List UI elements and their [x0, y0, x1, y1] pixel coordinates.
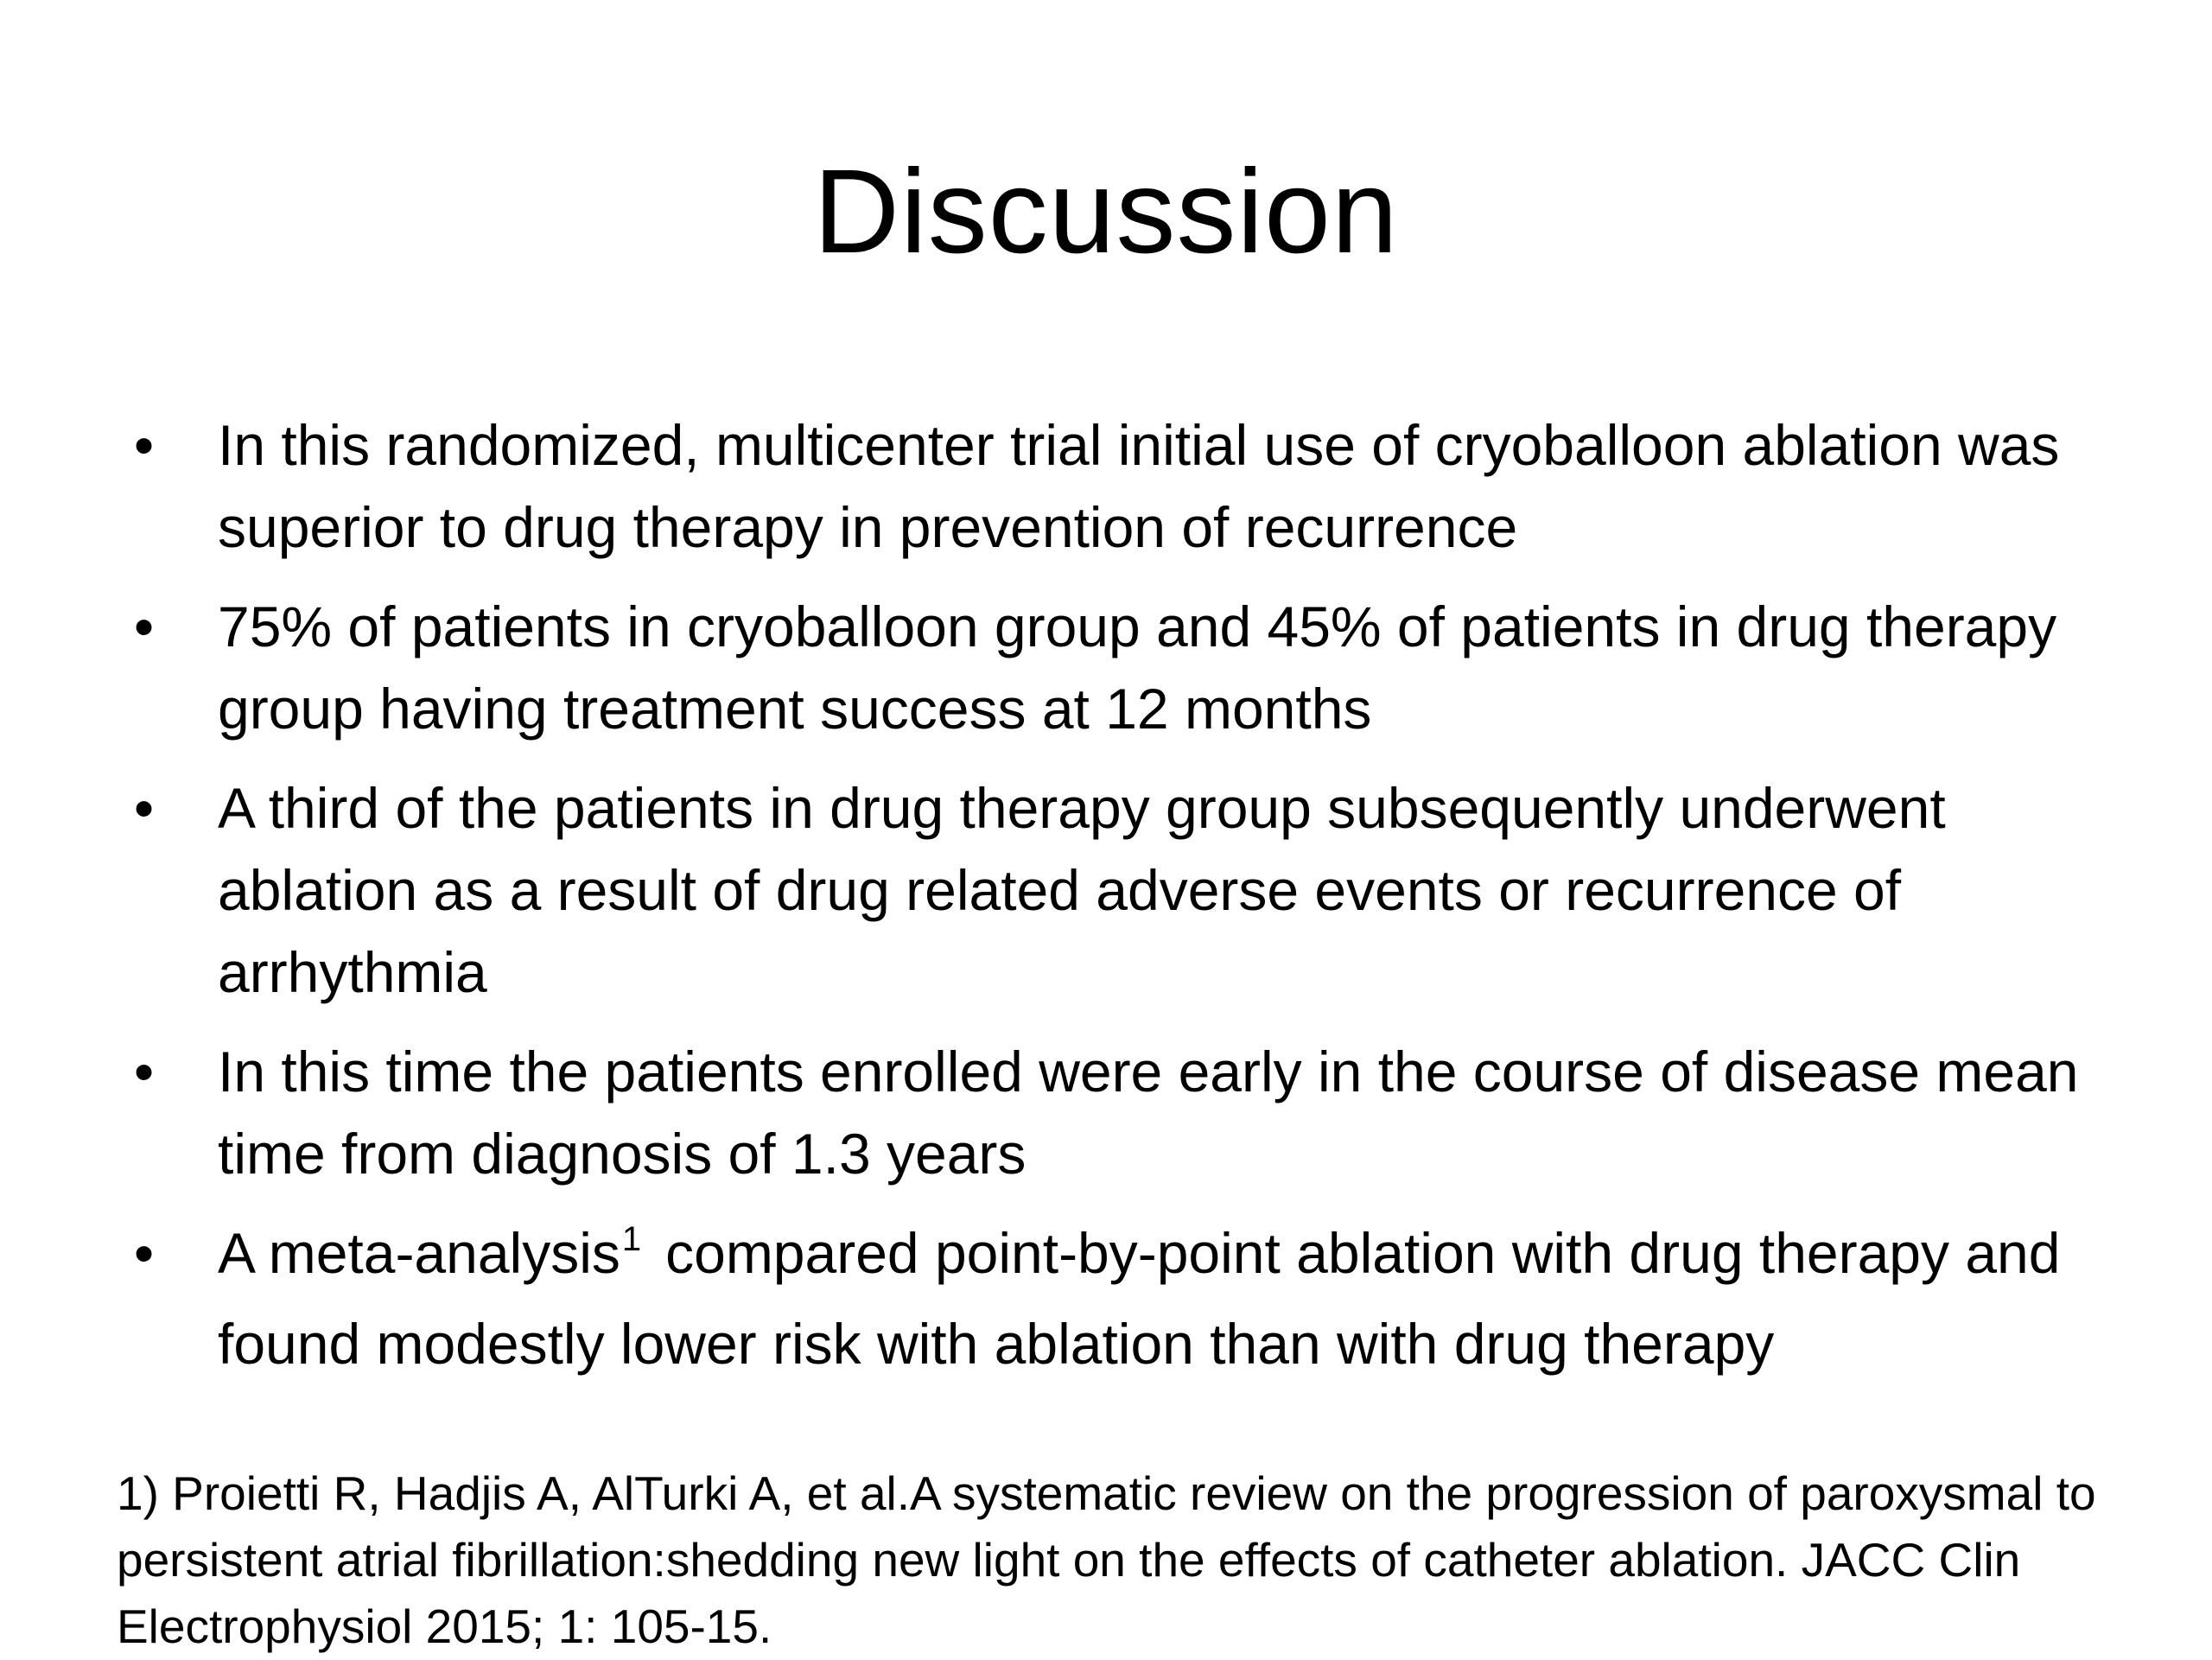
bullet-item — [121, 586, 2143, 750]
footnote-marker: 1 — [621, 1220, 642, 1258]
reference-footnote: 1) Proietti R, Hadjis A, AlTurki A, et al.A systematic review on the progression of paroxysmal to persistent atrial fibrillation:shedding new light on the effects of catheter ablation. JACC Clin Electrophysiol 2015; 1: 105-15. — [117, 1466, 2096, 1653]
bullet-text: In this randomized, multicenter trial initial use of cryoballoon ablation was superior to drug therapy in prevention of recurrence — [218, 413, 2060, 559]
bullet-item — [121, 1031, 2143, 1195]
bullet-dot-icon: • — [134, 1221, 155, 1285]
bullet-text: 75% of patients in cryoballoon group and 45% of patients in drug therapy group having treatment success at 12 months — [218, 595, 2057, 741]
bullet-text — [218, 1212, 2143, 1385]
slide-title: Discussion — [813, 145, 1399, 278]
bullet-dot-icon: • — [134, 413, 155, 477]
bullet-list — [121, 404, 2143, 1402]
bullet-dot-icon: • — [134, 1040, 155, 1103]
bullet-text-lead: A meta-analysis — [218, 1221, 620, 1285]
bullet-dot-icon: • — [134, 595, 155, 658]
bullet-text: A third of the patients in drug therapy group subsequently underwent ablation as a result of drug related adverse events or recurrence of arrhythmia — [218, 776, 1946, 1004]
bullet-text-rest: compared point-by-point ablation with drug therapy and found modestly lower risk with ablation than with drug therapy — [218, 1221, 2061, 1376]
bullet-item — [121, 404, 2143, 569]
bullet-item — [121, 1212, 2143, 1385]
bullet-text: In this time the patients enrolled were early in the course of disease mean time from diagnosis of 1.3 years — [218, 1040, 2079, 1186]
bullet-item — [121, 767, 2143, 1014]
bullet-dot-icon: • — [134, 776, 155, 840]
